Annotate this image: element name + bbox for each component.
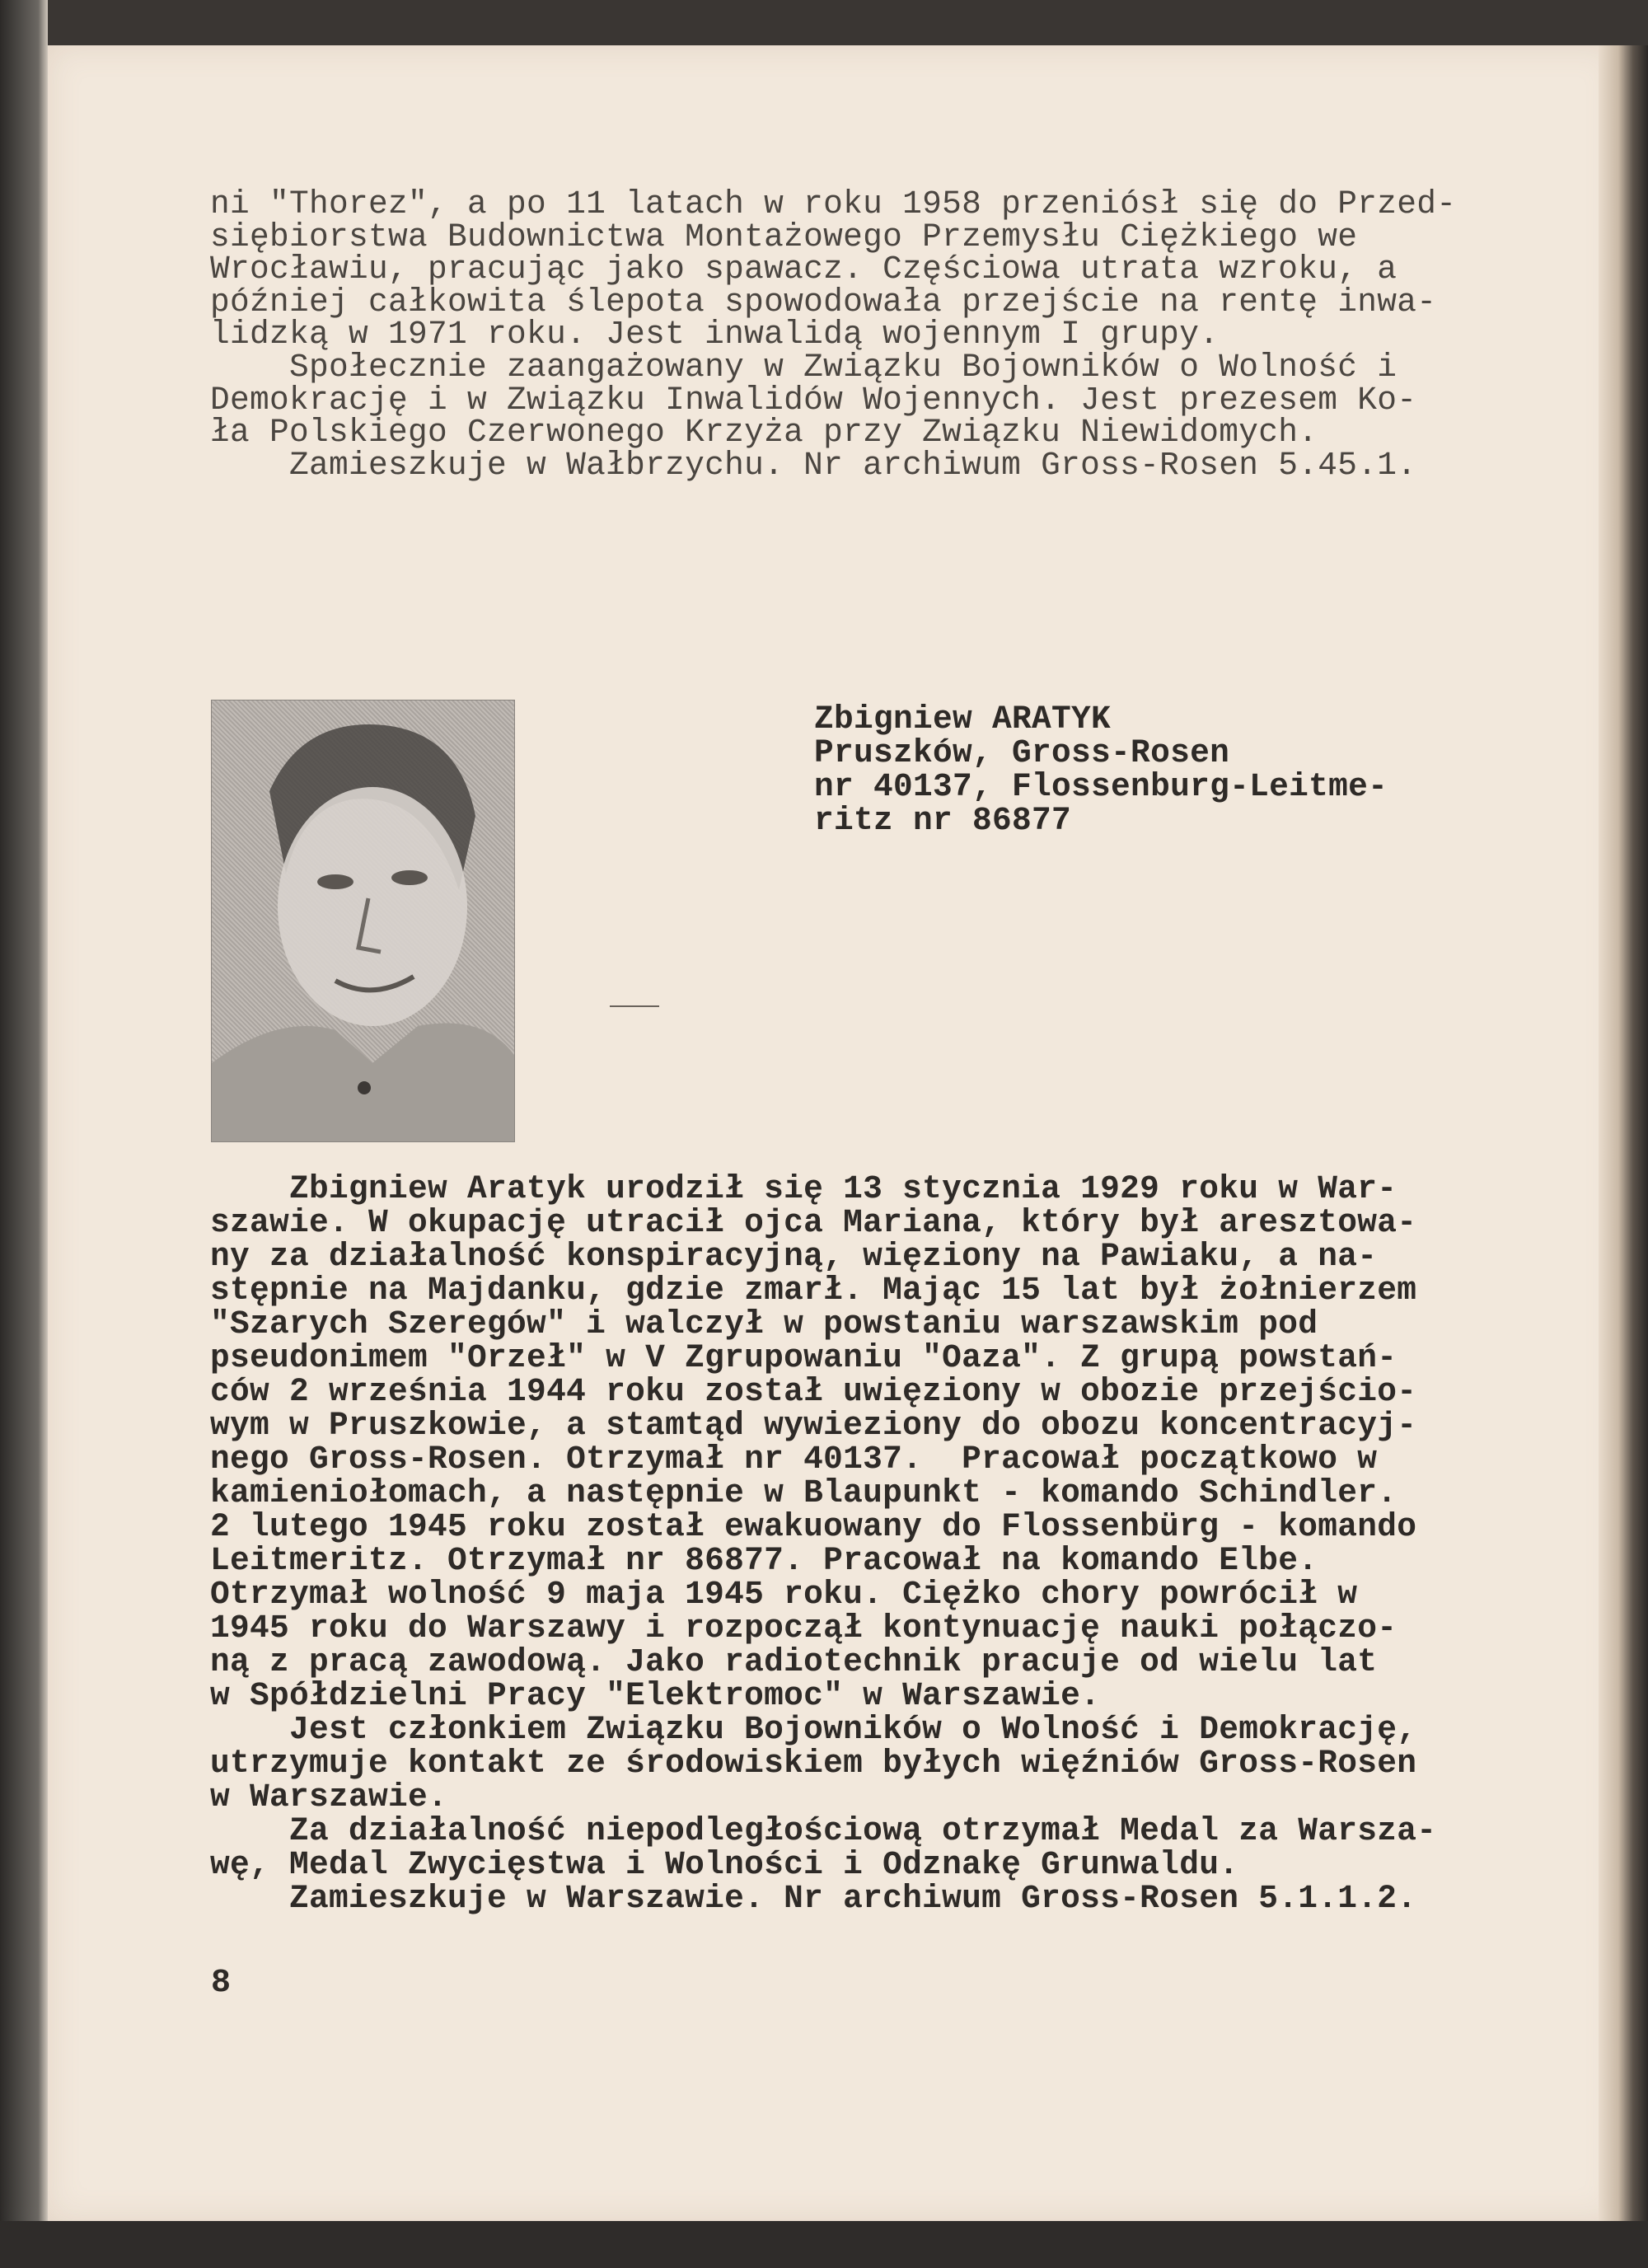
text-line: 2 lutego 1945 roku został ewakuowany do Flossenbürg - komando [210,1508,1417,1545]
text-line: Otrzymał wolność 9 maja 1945 roku. Ciężko chory powrócił w [210,1576,1358,1613]
scan-left-edge [0,0,48,2268]
text-line: Pruszków, Gross-Rosen [814,734,1230,771]
portrait-photo [211,700,515,1142]
book-spine [1599,45,1648,2221]
text-line: Zbigniew Aratyk urodził się 13 stycznia 1929 roku w War- [210,1170,1398,1207]
aratyk-biography-text [210,1172,1436,1915]
text-line: ni "Thorez", a po 11 latach w roku 1958 przeniósł się do Przed- [210,185,1457,223]
text-line: ną z pracą zawodową. Jako radiotechnik pracuje od wielu lat [210,1643,1378,1680]
text-line: później całkowita ślepota spowodowała przejście na rentę inwa- [210,283,1437,321]
text-line: ny za działalność konspiracyjną, więziony na Pawiaku, a na- [210,1238,1378,1275]
text-line: Leitmeritz. Otrzymał nr 86877. Pracował na komando Elbe. [210,1542,1318,1579]
text-line: Społecznie zaangażowany w Związku Bojowników o Wolność i [210,348,1398,386]
scan-bottom-edge [0,2221,1648,2268]
text-line: lidzką w 1971 roku. Jest inwalidą wojennym I grupy. [210,316,1220,354]
text-line: Wrocławiu, pracując jako spawacz. Częściowa utrata wzroku, a [210,251,1398,288]
text-line: ła Polskiego Czerwonego Krzyża przy Związku Niewidomych. [210,414,1318,452]
text-line: nego Gross-Rosen. Otrzymał nr 40137. Pracował początkowo w [210,1441,1378,1478]
person-caption [814,702,1388,837]
portrait-image [212,701,514,1141]
text-line: ców 2 września 1944 roku został uwięziony w obozie przejścio- [210,1373,1417,1410]
previous-biography-text [210,185,1457,484]
text-line: szawie. W okupację utracił ojca Mariana, który był aresztowa- [210,1204,1417,1241]
text-line: w Warszawie. [210,1778,448,1816]
separator-dash [610,1005,659,1007]
text-line: Zamieszkuje w Wałbrzychu. Nr archiwum Gross-Rosen 5.45.1. [210,446,1417,484]
text-line: pseudonimem "Orzeł" w V Zgrupowaniu "Oaza". Z grupą powstań- [210,1339,1398,1376]
text-line: "Szarych Szeregów" i walczył w powstaniu warszawskim pod [210,1305,1318,1343]
text-line: Jest członkiem Związku Bojowników o Wolność i Demokrację, [210,1711,1417,1748]
text-line: stępnie na Majdanku, gdzie zmarł. Mając 15 lat był żołnierzem [210,1272,1417,1309]
text-line: siębiorstwa Budownictwa Montażowego Przemysłu Ciężkiego we [210,218,1358,255]
text-line: utrzymuje kontakt ze środowiskiem byłych więźniów Gross-Rosen [210,1745,1417,1782]
text-line: Zbigniew ARATYK [814,701,1112,738]
text-line: w Spółdzielni Pracy "Elektromoc" w Warszawie. [210,1677,1101,1714]
page-number: 8 [211,1965,232,2002]
text-line: ritz nr 86877 [814,802,1072,839]
text-line: nr 40137, Flossenburg-Leitme- [814,768,1388,805]
text-line: Za działalność niepodległościową otrzymał Medal za Warsza- [210,1812,1437,1849]
text-line: wym w Pruszkowie, a stamtąd wywieziony do obozu koncentracyj- [210,1407,1417,1444]
text-line: wę, Medal Zwycięstwa i Wolności i Odznakę Grunwaldu. [210,1846,1239,1883]
text-line: kamieniołomach, a następnie w Blaupunkt - komando Schindler. [210,1474,1398,1511]
text-line: Demokrację i w Związku Inwalidów Wojennych. Jest prezesem Ko- [210,381,1417,419]
text-line: Zamieszkuje w Warszawie. Nr archiwum Gross-Rosen 5.1.1.2. [210,1880,1417,1917]
text-line: 1945 roku do Warszawy i rozpoczął kontynuację nauki połączo- [210,1610,1398,1647]
